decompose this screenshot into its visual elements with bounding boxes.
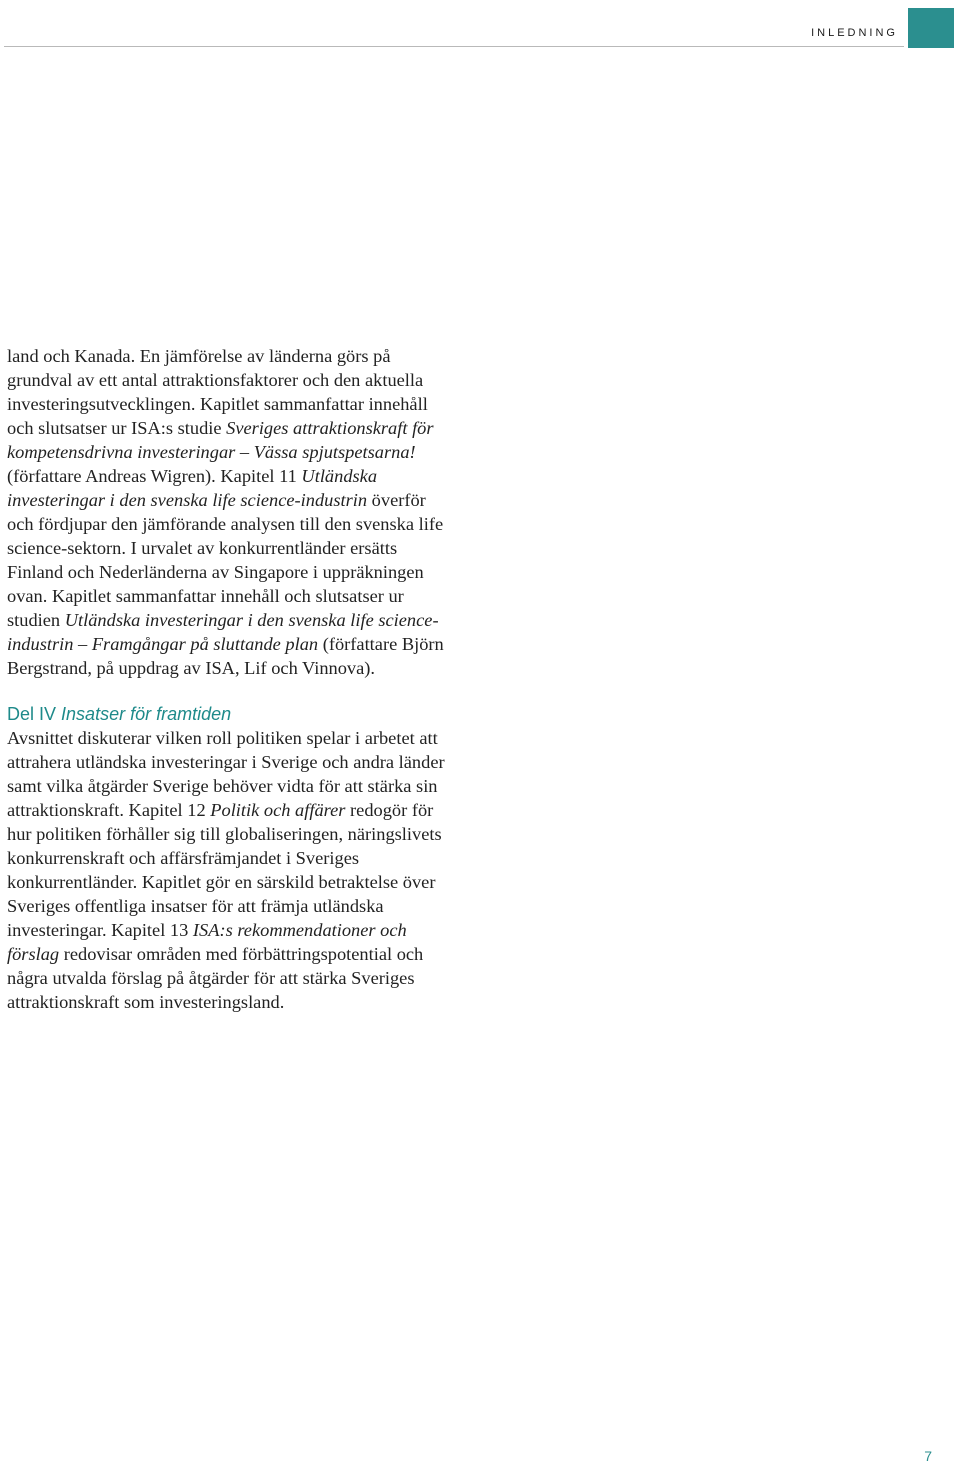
- paragraph-del-iv: [7, 726, 447, 1014]
- text-run: Avsnittet diskuterar vilken roll politiken spelar i arbetet att attrahera utländska investeringar i Sverige och andra länder samt vilka åtgärder Sverige behöver vidta för att stärka sin attraktionskraft. Kapitel 12: [7, 728, 445, 820]
- paragraph-chapter-10-11: [7, 344, 447, 680]
- section-label: Del IV: [7, 704, 57, 724]
- section-heading-del-iv: [7, 702, 447, 726]
- main-text-column: [7, 344, 447, 1014]
- running-head: INLEDNING: [811, 27, 898, 39]
- chapter-11-title: Utländska investeringar i den svenska life science-industrin: [7, 466, 378, 510]
- section-title: Insatser för framtiden: [61, 704, 232, 724]
- chapter-12-title: Politik och affärer: [210, 800, 346, 820]
- page-number: 7: [924, 1448, 932, 1464]
- text-run: land och Kanada. En jämförelse av länderna görs på grundval av ett antal attraktionsfaktorer och den aktuella investeringsutvecklingen. Kapitlet sammanfattar innehåll och slutsatser ur ISA:s studie: [7, 346, 428, 438]
- header-rule: [4, 46, 904, 47]
- text-run: överför och fördjupar den jämförande analysen till den svenska life science-sektorn. I urvalet av konkurrentländer ersätts Finland och Nederländerna av Singapore i uppräkningen ovan. Kapitlet sammanfattar innehåll och slutsatser ur studien: [7, 490, 444, 630]
- text-run: (författare Björn Bergstrand, på uppdrag av ISA, Lif och Vinnova).: [7, 634, 444, 678]
- study-title-1: Sveriges attraktionskraft för kompetensdrivna investeringar – Vässa spjutspetsarna!: [7, 418, 434, 462]
- section-color-tab: [908, 8, 954, 48]
- study-title-2: Utländska investeringar i den svenska life science-industrin – Framgångar på sluttande plan: [7, 610, 439, 654]
- text-run: redogör för hur politiken förhåller sig till globaliseringen, näringslivets konkurrenskraft och affärsfrämjandet i Sveriges konkurrentländer. Kapitlet gör en särskild betraktelse över Sveriges offentliga insatser för att främja utländska investeringar. Kapitel 13: [7, 800, 442, 940]
- text-run: redovisar områden med förbättringspotential och några utvalda förslag på åtgärder för att stärka Sveriges attraktionskraft som investeringsland.: [7, 944, 424, 1012]
- text-run: (författare Andreas Wigren). Kapitel 11: [7, 466, 302, 486]
- chapter-13-title: ISA:s rekommendationer och förslag: [7, 920, 407, 964]
